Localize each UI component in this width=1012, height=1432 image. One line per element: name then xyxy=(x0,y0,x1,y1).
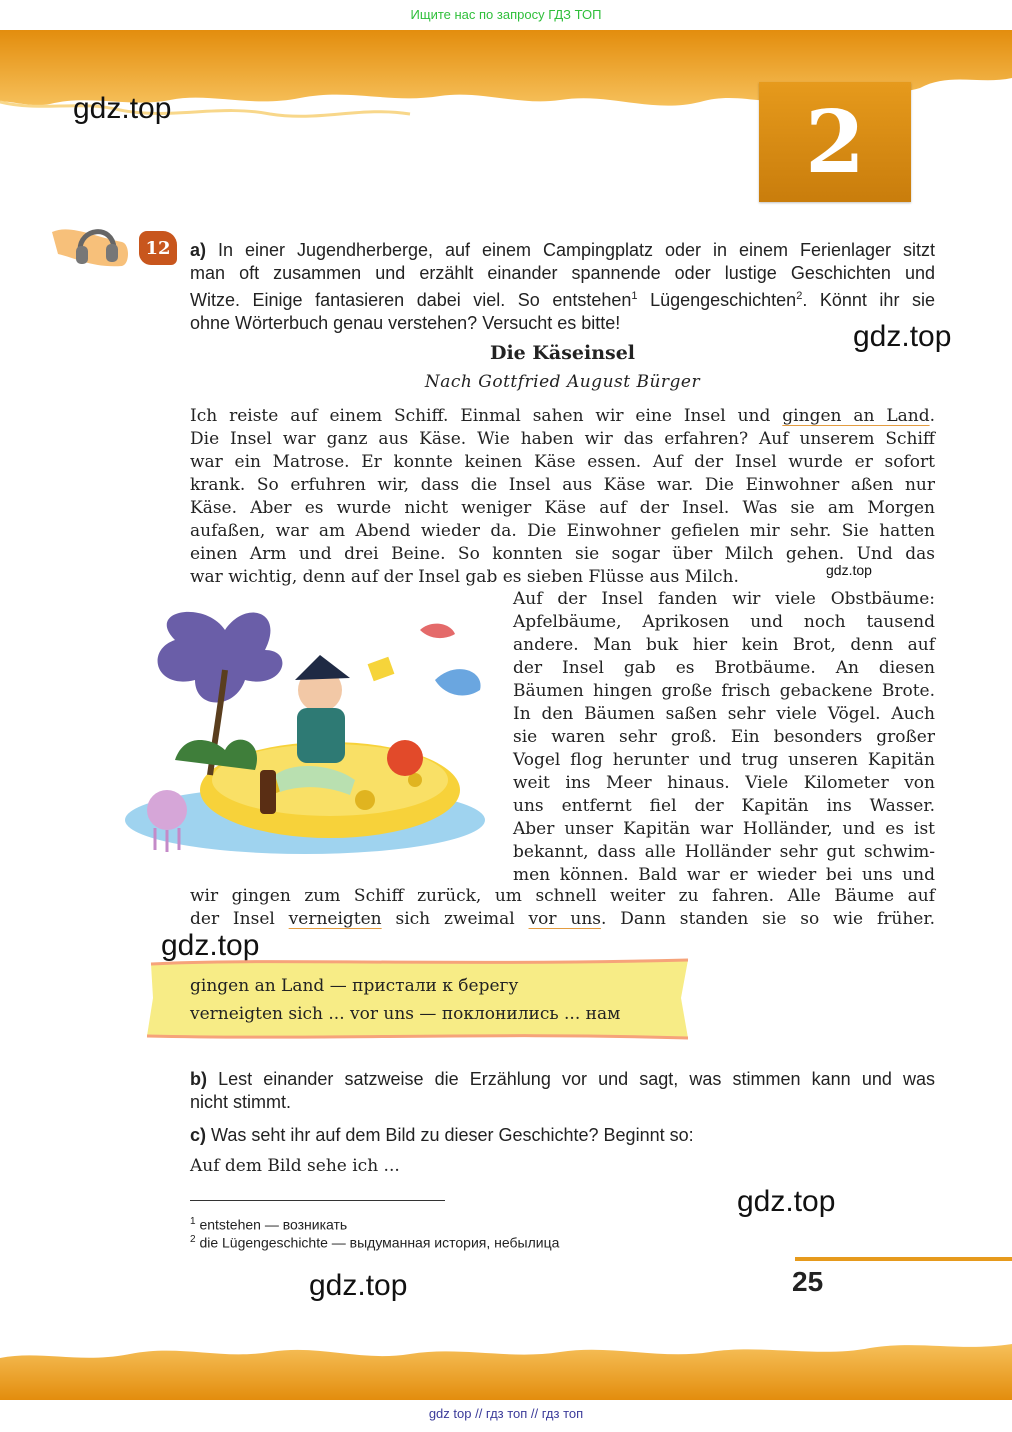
illustration-cheese-island xyxy=(115,600,495,862)
watermark: gdz.top xyxy=(737,1185,836,1218)
task-c-text: c) Was seht ihr auf dem Bild zu dieser Geschichte? Beginnt so: xyxy=(190,1125,694,1145)
vocab-line: gingen an Land — пристали к берегу xyxy=(190,976,519,996)
story-title: Die Käseinsel xyxy=(489,342,636,364)
task-c-label: c) xyxy=(190,1125,207,1145)
headphones-icon xyxy=(52,214,132,270)
bottom-note: gdz top // гдз топ // гдз топ xyxy=(428,1406,584,1421)
page-number-rule xyxy=(795,1257,1012,1261)
footnote-divider xyxy=(190,1200,445,1201)
story-text-top: Ich reiste auf einem Schiff. Einmal sahen wir eine Insel und gingen an Land. Die Insel war ganz aus Käse. Wie haben wir das erfahren? Auf unserem Schiff war ein Matrose. Er konnte keinen Käse essen. Auf der Insel wurde er sofort krank. So erfuhren wir, dass die Insel aus Käse war. Die Einwohner aßen nur Käse. Aber es wurde nicht weniger Käse auf der Insel. Was sie am Morgen aufaßen, war am Abend wieder da. Die Einwohner gefielen mir sehr. Sie hatten einen Arm und drei Beine. So konnten sie sogar über Milch gehen. Und das war wichtig, denn auf der Insel gab es sieben Flüsse aus Milch. xyxy=(190,406,935,587)
story-text-right: Auf der Insel fanden wir viele Obstbäume: Apfelbäume, Aprikosen und noch tausend andere. Man buk hier kein Brot, denn auf der Insel gab es Brotbäume. An diesen Bäumen hingen große frisch gebackene Brote. In den Bäumen saßen sehr viele Vögel. Auch sie waren sehr groß. Ein besonders großer Vogel flog herunter und trug unseren Kapitän weit ins Meer hinaus. Viele Kilometer von uns entfernt fiel der Kapitän ins Wasser. Aber unser Kapitän war Holländer, und es ist bekannt, dass alle Holländer sehr gut schwim- men können. Bald war er wieder bei uns und xyxy=(513,589,935,885)
watermark: gdz.top xyxy=(826,562,872,578)
vocab-line: verneigten sich ... vor uns — поклонились ... нам xyxy=(190,1004,621,1024)
watermark: gdz.top xyxy=(853,320,952,353)
task-a-label: a) xyxy=(190,240,207,260)
story-text-bottom: wir gingen zum Schiff zurück, um schnell weiter zu fahren. Alle Bäume auf der Insel verneigten sich zweimal vor uns. Dann standen sie so wie früher. xyxy=(190,886,936,929)
footnote-2: $^2$ die Lügengeschichte — выдуманная история, небылица xyxy=(190,1234,560,1251)
task-number-badge: 12 xyxy=(139,231,177,265)
story-subtitle: Nach Gottfried August Bürger xyxy=(424,372,701,392)
watermark: gdz.top xyxy=(161,929,260,962)
task-b-text: b) Lest einander satzweise die Erzählung vor und sagt, was stimmen kann und was nicht stimmt. xyxy=(190,1069,935,1112)
chapter-number: 2 xyxy=(759,82,911,202)
bottom-paper-banner xyxy=(0,1330,1012,1400)
top-note: Ищите нас по запросу ГДЗ ТОП xyxy=(410,7,602,22)
footnote-1: $^1$ entstehen — возникать xyxy=(190,1216,348,1233)
watermark: gdz.top xyxy=(73,92,172,125)
task-b-label: b) xyxy=(190,1069,207,1089)
vocab-text xyxy=(190,972,620,1028)
page-number: 25 xyxy=(792,1266,824,1297)
task-c-starter: Auf dem Bild sehe ich ... xyxy=(190,1156,400,1176)
watermark: gdz.top xyxy=(309,1269,408,1302)
task-a-text: a) In einer Jugendherberge, auf einem Campingplatz oder in einem Ferienlager sitzt man oft zusammen und erzählt einander spannende oder lustige Geschichten und Witze. Einige fantasieren dabei viel. So entstehen$^1$ Lügengeschichten$^2$. Könnt ihr sie ohne Wörterbuch genau verstehen? Versucht es bitte! xyxy=(190,240,935,333)
